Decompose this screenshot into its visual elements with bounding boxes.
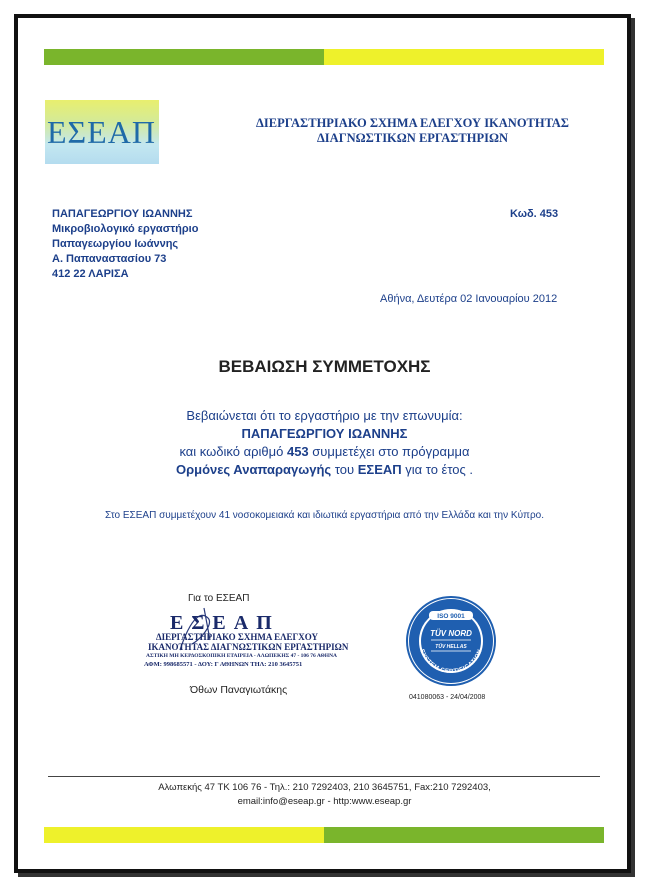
- line3-code: 453: [286, 444, 309, 459]
- footer-divider: [48, 776, 600, 777]
- bottom-color-bar: [44, 827, 604, 843]
- org-abbr: ΕΣΕΑΠ: [357, 462, 402, 477]
- stamp-main-text: ΕΣΕΑΠ: [170, 612, 280, 634]
- seal-ring-text: SYSTEM CERTIFICATION: [418, 648, 484, 676]
- recipient-name: ΠΑΠΑΓΕΩΡΓΙΟΥ ΙΩΑΝΝΗΣ: [52, 208, 193, 220]
- tuv-certification-seal: [405, 595, 497, 687]
- line3-prefix: και κωδικό αριθμό: [179, 444, 287, 459]
- certificate-line1: Βεβαιώνεται ότι το εργαστήριο με την επωνυμία:: [186, 408, 463, 423]
- certificate-lab-name: ΠΑΠΑΓΕΩΡΓΙΟΥ ΙΩΑΝΝΗΣ: [241, 426, 408, 441]
- recipient-line3: Παπαγεωργίου Ιωάννης: [52, 238, 179, 250]
- seal-iso-text: ISO 9001: [437, 613, 465, 620]
- line4-suffix: για το έτος .: [401, 462, 474, 477]
- recipient-line5: 412 22 ΛΑΡΙΣΑ: [52, 268, 129, 280]
- logo-text: ΕΣΕΑΠ: [47, 114, 156, 150]
- seal-brand-text: TÜV NORD: [430, 629, 472, 638]
- line3-suffix: συμμετέχει στο πρόγραμμα: [308, 444, 470, 459]
- top-color-bar: [44, 49, 604, 65]
- stamp-line1: ΔΙΕΡΓΑΣΤΗΡΙΑΚΟ ΣΧΗΜΑ ΕΛΕΓΧΟΥ: [156, 632, 319, 642]
- line4-mid: του: [331, 462, 358, 477]
- stamp-line2: ΙΚΑΝΟΤΗΤΑΣ ΔΙΑΓΝΩΣΤΙΚΩΝ ΕΡΓΑΣΤΗΡΙΩΝ: [148, 642, 349, 652]
- seal-caption: 041080063 - 24/04/2008: [409, 694, 486, 701]
- org-title-line2: ΔΙΑΓΝΩΣΤΙΚΩΝ ΕΡΓΑΣΤΗΡΙΩΝ: [316, 131, 509, 145]
- eseap-logo: [45, 100, 159, 164]
- signer-name: Όθων Παναγιωτάκης: [190, 684, 288, 696]
- recipient-line4: Α. Παπαναστασίου 73: [52, 253, 167, 265]
- certificate-line3: [0, 444, 649, 459]
- footer-contact: email:info@eseap.gr - http:www.eseap.gr: [237, 796, 412, 807]
- recipient-line2: Μικροβιολογικό εργαστήριο: [52, 223, 199, 235]
- org-title-line1: ΔΙΕΡΓΑΣΤΗΡΙΑΚΟ ΣΧΗΜΑ ΕΛΕΓΧΟΥ ΙΚΑΝΟΤΗΤΑΣ: [256, 116, 569, 130]
- certificate-heading: ΒΕΒΑΙΩΣΗ ΣΥΜΜΕΤΟΧΗΣ: [218, 357, 431, 376]
- issue-date: Αθήνα, Δευτέρα 02 Ιανουαρίου 2012: [380, 293, 558, 305]
- participation-note: Στο ΕΣΕΑΠ συμμετέχουν 41 νοσοκομειακά και ιδιωτικά εργαστήρια από την Ελλάδα και την Κύπρο.: [105, 510, 544, 521]
- participant-code: Κωδ. 453: [510, 208, 559, 220]
- program-name: Ορμόνες Αναπαραγωγής: [175, 462, 332, 477]
- certificate-line4: [0, 462, 649, 477]
- signature-for-label: Για το ΕΣΕΑΠ: [188, 593, 250, 604]
- stamp-line4: ΑΦΜ: 998685571 - ΔΟΥ: Γ ΑΘΗΝΩΝ ΤΗΛ: 210 3645751: [144, 661, 303, 668]
- footer-address: Αλωπεκής 47 ΤΚ 106 76 - Τηλ.: 210 7292403, 210 3645751, Fax:210 7292403,: [158, 782, 491, 793]
- seal-sub-text: TÜV HELLAS: [435, 644, 467, 650]
- stamp-line3: ΑΣΤΙΚΗ ΜΗ ΚΕΡΔΟΣΚΟΠΙΚΗ ΕΤΑΙΡΕΙΑ - ΑΛΩΠΕΚΗΣ 47 - 106 76 ΑΘΗΝΑ: [146, 653, 338, 659]
- eseap-stamp: [140, 612, 349, 678]
